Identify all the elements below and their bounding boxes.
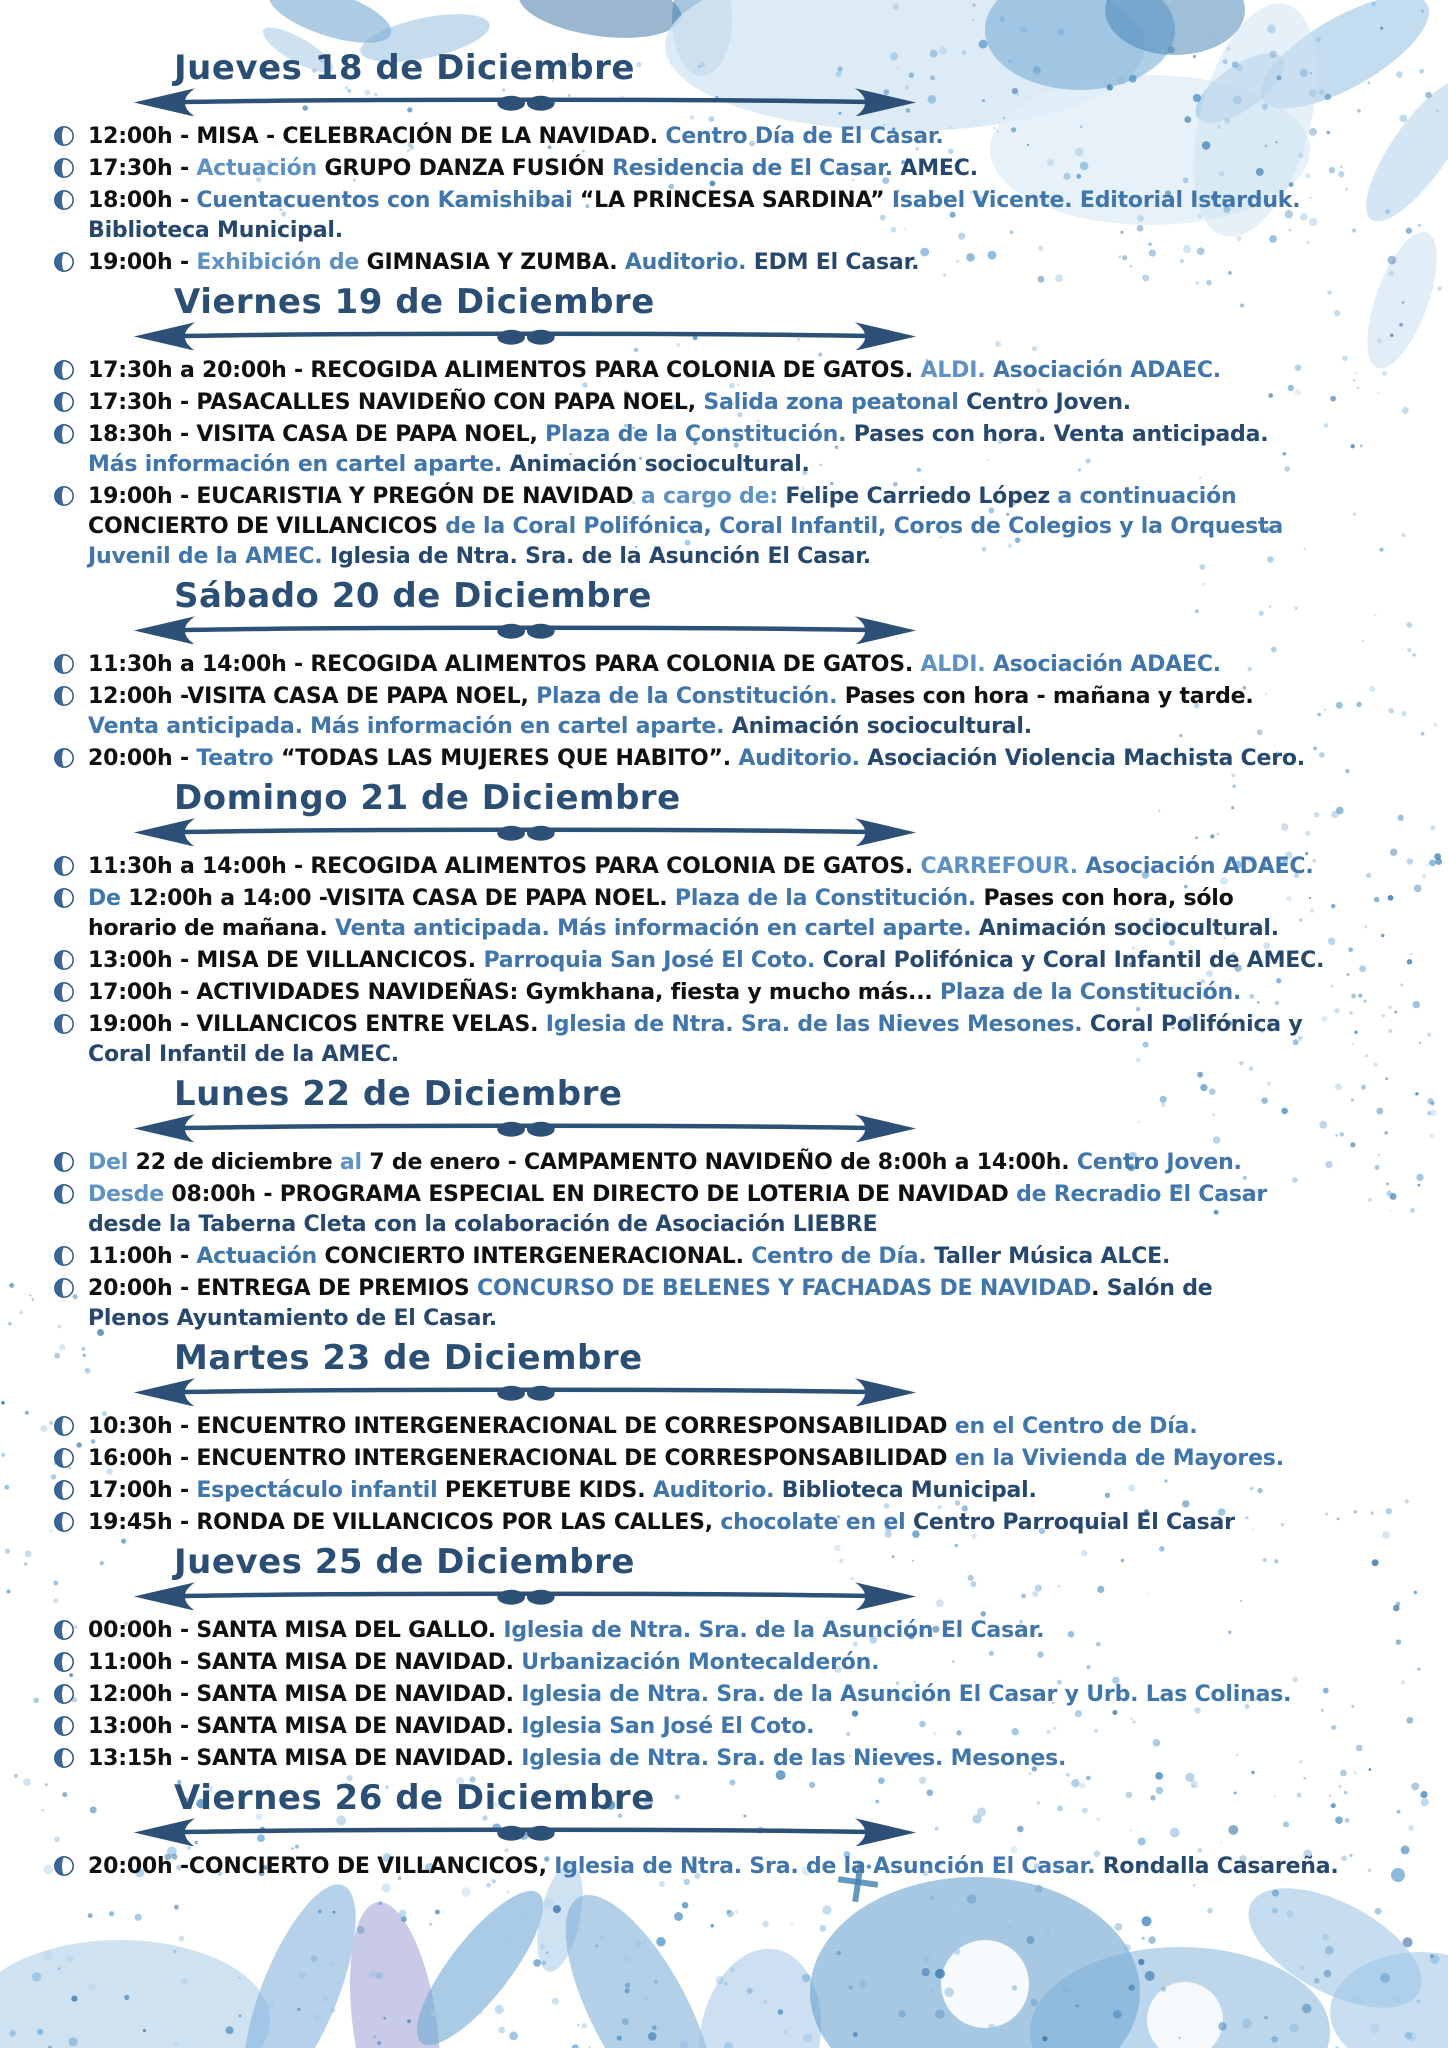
text-segment: 18:30h - VISITA CASA DE PAPA NOEL, [88, 422, 546, 447]
text-segment: CONCIERTO INTERGENERACIONAL. [324, 1244, 752, 1269]
arrow-divider-icon [130, 1112, 920, 1142]
text-segment: Coral Infantil de la AMEC. [88, 1042, 399, 1067]
text-segment: en la Vivienda de Mayores. [954, 1446, 1284, 1471]
text-segment: de Recradio El Casar [1016, 1182, 1268, 1207]
text-segment: 20:00h - ENTREGA DE PREMIOS [88, 1276, 478, 1301]
moon-bullet-icon [52, 1013, 76, 1035]
event-row [52, 1712, 1440, 1742]
text-segment: Centro Día de El Casar. [665, 124, 944, 149]
text-segment: Iglesia de Ntra. Sra. de la Asunción El Casar. [330, 544, 871, 569]
text-segment: Plaza de la Constitución. [536, 684, 845, 709]
event-text [88, 1616, 1048, 1646]
arrow-divider-icon [130, 1580, 920, 1610]
text-segment: Asociación ADAEC. [992, 358, 1221, 383]
text-segment: Coral Polifónica y [1089, 1012, 1303, 1037]
event-row [52, 1680, 1440, 1710]
moon-bullet-icon [52, 747, 76, 769]
arrow-divider-icon [130, 86, 920, 116]
event-row [52, 1412, 1440, 1442]
moon-bullet-icon [52, 1245, 76, 1267]
text-segment: Plenos Ayuntamiento de El Casar. [88, 1306, 497, 1331]
moon-bullet-icon [52, 251, 76, 273]
text-segment: 17:00h - [88, 1478, 197, 1503]
text-segment: 12:00h a 14:00 -VISITA CASA DE PAPA NOEL. [128, 886, 675, 911]
text-segment: Exhibición de [196, 250, 367, 275]
moon-bullet-icon [52, 485, 76, 507]
text-segment: Del [88, 1150, 136, 1175]
text-segment: Residencia de El Casar. [612, 156, 901, 181]
text-segment: GRUPO DANZA FUSIÓN [324, 156, 613, 181]
event-row [52, 884, 1440, 944]
event-text [88, 884, 1283, 944]
event-text [88, 1274, 1217, 1334]
moon-bullet-icon [52, 653, 76, 675]
event-text [88, 186, 1304, 246]
day-section [52, 778, 1440, 1070]
text-segment: Venta anticipada. Más información en cartel aparte. [334, 916, 979, 941]
text-segment: 20:00h - [88, 746, 197, 771]
day-section [52, 1338, 1440, 1538]
day-section [52, 1542, 1440, 1774]
text-segment: 19:00h - VILLANCICOS ENTRE VELAS. [88, 1012, 546, 1037]
event-row [52, 1616, 1440, 1646]
text-segment: Más información en cartel aparte. [88, 452, 510, 477]
day-events [52, 1412, 1440, 1538]
text-segment: Pases con hora, sólo [983, 886, 1234, 911]
text-segment: a cargo de: [640, 484, 786, 509]
event-row [52, 1476, 1440, 1506]
moon-bullet-icon [52, 1747, 76, 1769]
text-segment: 11:30h a 14:00h - RECOGIDA ALIMENTOS PARA COLONIA DE GATOS. [88, 854, 921, 879]
text-segment: PEKETUBE KIDS. [444, 1478, 653, 1503]
moon-bullet-icon [52, 423, 76, 445]
event-text [88, 1712, 818, 1742]
text-segment: Auditorio. [738, 746, 868, 771]
day-section [52, 1778, 1440, 1882]
text-segment: Isabel Vicente. Editorial Istarduk. [891, 188, 1301, 213]
text-segment: Iglesia de Ntra. Sra. de las Nieves Mesones. [545, 1012, 1090, 1037]
day-title: Sábado 20 de Diciembre [174, 576, 652, 616]
text-segment: Coral Polifónica y Coral Infantil de AMEC. [822, 948, 1325, 973]
text-segment: 19:45h - RONDA DE VILLANCICOS POR LAS CALLES, [88, 1510, 721, 1535]
day-events [52, 852, 1440, 1070]
moon-bullet-icon [52, 1619, 76, 1641]
event-text [88, 1508, 1239, 1538]
text-segment: Asociación ADAEC. [992, 652, 1221, 677]
moon-bullet-icon [52, 157, 76, 179]
text-segment: Salón de [1106, 1276, 1213, 1301]
text-segment: 10:30h - ENCUENTRO INTERGENERACIONAL DE CORRESPONSABILIDAD [88, 1414, 955, 1439]
event-text [88, 356, 1225, 386]
moon-bullet-icon [52, 125, 76, 147]
text-segment: ALDI. [920, 652, 993, 677]
text-segment: Parroquia San José El Coto. [483, 948, 823, 973]
event-text [88, 1010, 1307, 1070]
text-segment: 11:00h - [88, 1244, 197, 1269]
text-segment: Auditorio. [652, 1478, 782, 1503]
moon-bullet-icon [52, 1151, 76, 1173]
moon-bullet-icon [52, 1651, 76, 1673]
text-segment: Desde [88, 1182, 172, 1207]
event-text [88, 1242, 1174, 1272]
text-segment: 18:00h - [88, 188, 197, 213]
text-segment: Plaza de la Constitución. [674, 886, 984, 911]
text-segment: Iglesia San José El Coto. [521, 1714, 815, 1739]
event-text [88, 248, 923, 278]
day-events [52, 1616, 1440, 1774]
text-segment: Urbanización Montecalderón. [521, 1650, 880, 1675]
day-title: Viernes 19 de Diciembre [174, 282, 655, 322]
text-segment: Rondalla Casareña. [1102, 1854, 1339, 1879]
text-segment: GIMNASIA Y ZUMBA. [366, 250, 625, 275]
event-text [88, 650, 1225, 680]
text-segment: Venta anticipada. Más información en cartel aparte. [88, 714, 732, 739]
text-segment: 13:00h - MISA DE VILLANCICOS. [88, 948, 484, 973]
text-segment: Iglesia de Ntra. Sra. de la Asunción El Casar. [503, 1618, 1045, 1643]
day-events [52, 122, 1440, 278]
text-segment: en el Centro de Día. [954, 1414, 1198, 1439]
event-row [52, 482, 1440, 572]
text-segment: 13:00h - SANTA MISA DE NAVIDAD. [88, 1714, 522, 1739]
event-row [52, 356, 1440, 386]
text-segment: Centro Joven. [1076, 1150, 1242, 1175]
moon-bullet-icon [52, 359, 76, 381]
text-segment: Actuación [196, 156, 325, 181]
text-segment: 12:00h - SANTA MISA DE NAVIDAD. [88, 1682, 522, 1707]
text-segment: 08:00h - PROGRAMA ESPECIAL EN DIRECTO DE LOTERIA DE NAVIDAD [171, 1182, 1017, 1207]
event-text [88, 744, 1309, 774]
text-segment: Cuentacuentos con Kamishibai [196, 188, 580, 213]
text-segment: Centro de Día. [751, 1244, 935, 1269]
text-segment: Espectáculo infantil [196, 1478, 445, 1503]
moon-bullet-icon [52, 1277, 76, 1299]
day-title: Jueves 25 de Diciembre [174, 1542, 635, 1582]
event-row [52, 388, 1440, 418]
event-text [88, 946, 1328, 976]
event-row [52, 1148, 1440, 1178]
moon-bullet-icon [52, 391, 76, 413]
event-row [52, 852, 1440, 882]
text-segment: Plaza de la Constitución. [545, 422, 854, 447]
text-segment: CONCIERTO DE VILLANCICOS [88, 514, 446, 539]
event-text [88, 1180, 1271, 1240]
event-row [52, 1648, 1440, 1678]
text-segment: Auditorio. [624, 250, 754, 275]
text-segment: “TODAS LAS MUJERES QUE HABITO”. [280, 746, 739, 771]
text-segment: Plaza de la Constitución. [939, 980, 1242, 1005]
day-title: Viernes 26 de Diciembre [174, 1778, 655, 1818]
moon-bullet-icon [52, 1447, 76, 1469]
text-segment: al [339, 1150, 370, 1175]
text-segment: Animación sociocultural. [509, 452, 810, 477]
moon-bullet-icon [52, 189, 76, 211]
event-text [88, 154, 982, 184]
event-row [52, 1274, 1440, 1334]
text-segment: desde la Taberna Cleta con la colaboración de Asociación LIEBRE [88, 1212, 878, 1237]
text-segment: 12:00h - MISA - CELEBRACIÓN DE LA NAVIDAD. [88, 124, 666, 149]
arrow-divider-icon [130, 816, 920, 846]
text-segment: 17:00h - ACTIVIDADES NAVIDEÑAS: Gymkhana, fiesta y mucho más... [88, 980, 940, 1005]
event-row [52, 650, 1440, 680]
event-row [52, 1852, 1440, 1882]
moon-bullet-icon [52, 685, 76, 707]
text-segment: Taller Música ALCE. [934, 1244, 1171, 1269]
text-segment: Juvenil de la AMEC. [88, 544, 330, 569]
day-section [52, 576, 1440, 774]
text-segment: 20:00h -CONCIERTO DE VILLANCICOS, [88, 1854, 555, 1879]
moon-bullet-icon [52, 949, 76, 971]
day-title: Lunes 22 de Diciembre [174, 1074, 623, 1114]
event-row [52, 946, 1440, 976]
text-segment: Actuación [196, 1244, 325, 1269]
text-segment: Iglesia de Ntra. Sra. de las Nieves. Mesones. [521, 1746, 1067, 1771]
text-segment: 12:00h -VISITA CASA DE PAPA NOEL, [88, 684, 537, 709]
text-segment: Centro Parroquial El Casar [912, 1510, 1235, 1535]
moon-bullet-icon [52, 1511, 76, 1533]
text-segment: 19:00h - [88, 250, 197, 275]
event-row [52, 682, 1440, 742]
event-text [88, 1744, 1070, 1774]
day-section [52, 282, 1440, 572]
event-row [52, 1010, 1440, 1070]
event-row [52, 420, 1440, 480]
day-section [52, 1074, 1440, 1334]
text-segment: Felipe Carriedo López [785, 484, 1058, 509]
text-segment: Pases con hora. Venta anticipada. [853, 422, 1269, 447]
event-row [52, 744, 1440, 774]
text-segment: 7 de enero - CAMPAMENTO NAVIDEÑO de 8:00h a 14:00h. [369, 1150, 1077, 1175]
event-text [88, 978, 1245, 1008]
day-title: Martes 23 de Diciembre [174, 1338, 643, 1378]
text-segment: CONCURSO DE BELENES Y FACHADAS DE NAVIDAD [477, 1276, 1092, 1301]
event-row [52, 1180, 1440, 1240]
day-section [52, 48, 1440, 278]
text-segment: 19:00h - EUCARISTIA Y PREGÓN DE NAVIDAD [88, 484, 641, 509]
arrow-divider-icon [130, 1816, 920, 1846]
text-segment: chocolate en el [720, 1510, 913, 1535]
moon-bullet-icon [52, 1715, 76, 1737]
text-segment: 17:30h - [88, 156, 197, 181]
day-title: Jueves 18 de Diciembre [174, 48, 635, 88]
text-segment: Asociación Violencia Machista Cero. [867, 746, 1305, 771]
text-segment: Pases con hora - mañana y tarde. [844, 684, 1254, 709]
text-segment: 17:30h - PASACALLES NAVIDEÑO CON PAPA NOEL, [88, 390, 704, 415]
event-text [88, 388, 1135, 418]
event-text [88, 1680, 1295, 1710]
event-row [52, 978, 1440, 1008]
event-row [52, 1508, 1440, 1538]
text-segment: AMEC. [900, 156, 978, 181]
event-text [88, 682, 1258, 742]
event-text [88, 1444, 1288, 1474]
text-segment: CARREFOUR. [920, 854, 1086, 879]
event-row [52, 1444, 1440, 1474]
event-text [88, 1148, 1246, 1178]
day-title: Domingo 21 de Diciembre [174, 778, 681, 818]
text-segment: 00:00h - SANTA MISA DEL GALLO. [88, 1618, 504, 1643]
text-segment: a continuación [1057, 484, 1237, 509]
text-segment: “LA PRINCESA SARDINA” [579, 188, 892, 213]
event-text [88, 852, 1317, 882]
text-segment: horario de mañana. [88, 916, 335, 941]
event-text [88, 1476, 1041, 1506]
text-segment: Animación sociocultural. [978, 916, 1279, 941]
text-segment: 16:00h - ENCUENTRO INTERGENERACIONAL DE CORRESPONSABILIDAD [88, 1446, 955, 1471]
text-segment: Teatro [196, 746, 281, 771]
moon-bullet-icon [52, 1683, 76, 1705]
text-segment: Biblioteca Municipal. [88, 218, 343, 243]
arrow-divider-icon [130, 320, 920, 350]
text-segment: Asociación ADAEC. [1085, 854, 1314, 879]
moon-bullet-icon [52, 1183, 76, 1205]
moon-bullet-icon [52, 981, 76, 1003]
event-text [88, 1648, 883, 1678]
event-text [88, 1852, 1343, 1882]
event-row [52, 1744, 1440, 1774]
text-segment: Animación sociocultural. [731, 714, 1032, 739]
event-text [88, 420, 1272, 480]
moon-bullet-icon [52, 855, 76, 877]
text-segment: de la Coral Polifónica, Coral Infantil, Coros de Colegios y la Orquesta [445, 514, 1283, 539]
day-events [52, 1148, 1440, 1334]
text-segment: 11:30h a 14:00h - RECOGIDA ALIMENTOS PARA COLONIA DE GATOS. [88, 652, 921, 677]
day-events [52, 1852, 1440, 1882]
text-segment: Iglesia de Ntra. Sra. de la Asunción El Casar. [554, 1854, 1103, 1879]
text-segment: Iglesia de Ntra. Sra. de la Asunción El Casar y Urb. Las Colinas. [521, 1682, 1292, 1707]
event-text [88, 1412, 1201, 1442]
text-segment: . [1091, 1276, 1107, 1301]
moon-bullet-icon [52, 887, 76, 909]
event-row [52, 154, 1440, 184]
text-segment: Centro Joven. [966, 390, 1131, 415]
moon-bullet-icon [52, 1855, 76, 1877]
text-segment: EDM El Casar. [753, 250, 920, 275]
event-row [52, 1242, 1440, 1272]
event-text [88, 122, 948, 152]
text-segment: 11:00h - SANTA MISA DE NAVIDAD. [88, 1650, 522, 1675]
text-segment: 22 de diciembre [135, 1150, 340, 1175]
arrow-divider-icon [130, 614, 920, 644]
day-events [52, 356, 1440, 572]
text-segment: De [88, 886, 129, 911]
day-events [52, 650, 1440, 774]
event-row [52, 186, 1440, 246]
event-row [52, 122, 1440, 152]
text-segment: Biblioteca Municipal. [781, 1478, 1037, 1503]
moon-bullet-icon [52, 1479, 76, 1501]
text-segment: 17:30h a 20:00h - RECOGIDA ALIMENTOS PARA COLONIA DE GATOS. [88, 358, 921, 383]
text-segment: ALDI. [920, 358, 993, 383]
event-row [52, 248, 1440, 278]
event-text [88, 482, 1287, 572]
arrow-divider-icon [130, 1376, 920, 1406]
moon-bullet-icon [52, 1415, 76, 1437]
text-segment: 13:15h - SANTA MISA DE NAVIDAD. [88, 1746, 522, 1771]
text-segment: Salida zona peatonal [703, 390, 967, 415]
